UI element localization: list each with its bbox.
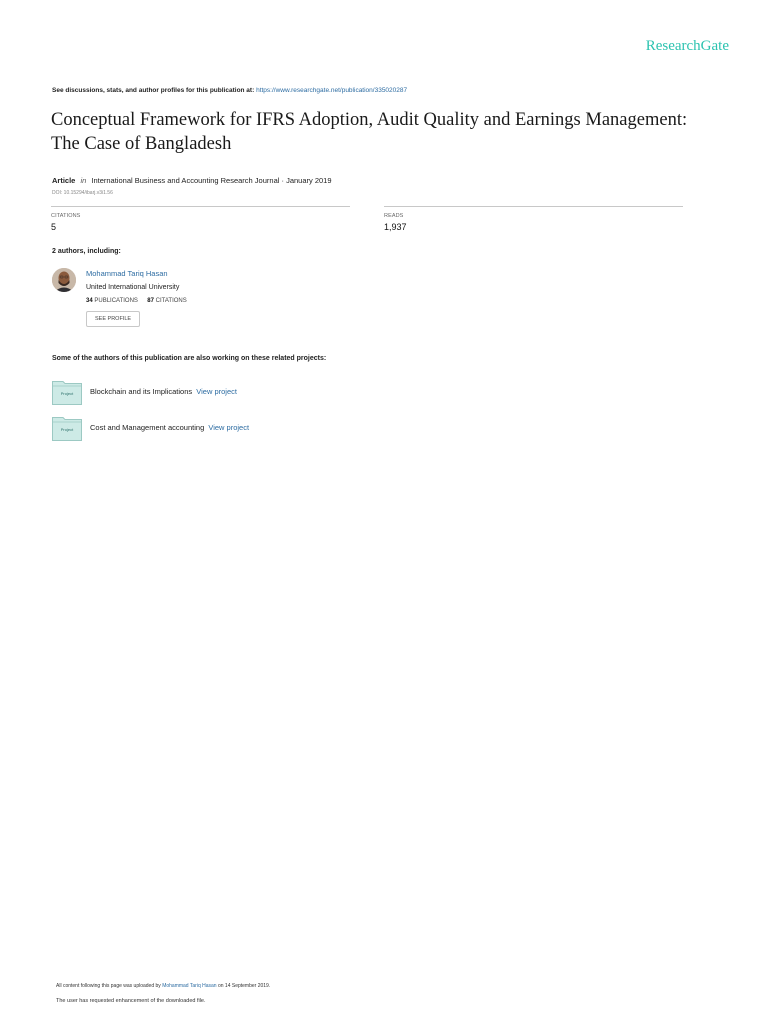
- folder-icon[interactable]: [52, 415, 82, 441]
- citations-value: 5: [51, 222, 57, 232]
- reads-label: READS: [384, 213, 404, 219]
- publication-title: Conceptual Framework for IFRS Adoption, Audit Quality and Earnings Management: The Case of Bangladesh: [51, 110, 688, 154]
- project-text: [90, 423, 249, 432]
- publication-in-word: in: [80, 176, 87, 185]
- discussion-line: [52, 87, 407, 94]
- publication-url-link[interactable]: https://www.researchgate.net/publication/335020287: [256, 87, 408, 94]
- author-citations-label: CITATIONS: [155, 298, 187, 304]
- publication-meta: [52, 176, 332, 185]
- project-icon-label: Project: [60, 427, 74, 432]
- journal-and-date: International Business and Accounting Research Journal · January 2019: [91, 176, 332, 185]
- upload-note-prefix: All content following this page was uploaded by: [56, 983, 161, 989]
- see-profile-button[interactable]: SEE PROFILE: [86, 311, 140, 327]
- enhancement-note: The user has requested enhancement of the downloaded file.: [56, 998, 206, 1004]
- citations-stat: [51, 206, 350, 232]
- reads-stat: [384, 206, 683, 232]
- upload-note: [56, 983, 270, 989]
- related-projects-heading: Some of the authors of this publication are also working on these related projects:: [52, 355, 327, 362]
- author-institution: United International University: [86, 284, 180, 291]
- author-photo-icon: [52, 268, 76, 292]
- folder-icon[interactable]: [52, 379, 82, 405]
- reads-value: 1,937: [384, 222, 407, 232]
- author-card: [86, 269, 187, 327]
- authors-heading: 2 authors, including:: [52, 248, 121, 255]
- citations-label: CITATIONS: [51, 213, 81, 219]
- view-project-link[interactable]: View project: [196, 387, 237, 396]
- author-publications-count: 34: [86, 298, 93, 304]
- project-text: [90, 387, 237, 396]
- upload-note-suffix: on 14 September 2019.: [217, 983, 271, 989]
- author-name-link[interactable]: Mohammad Tariq Hasan: [86, 269, 168, 278]
- doi: DOI: 10.15294/ibarj.v3i1.56: [52, 190, 113, 196]
- uploader-link[interactable]: Mohammad Tariq Hasan: [162, 983, 217, 989]
- publication-type: Article: [52, 176, 76, 185]
- researchgate-logo[interactable]: ResearchGate: [645, 38, 729, 54]
- project-name: Cost and Management accounting: [90, 423, 205, 432]
- author-publications-label: PUBLICATIONS: [94, 298, 138, 304]
- project-name: Blockchain and its Implications: [90, 387, 193, 396]
- project-icon-label: Project: [60, 391, 74, 396]
- author-stats: [86, 298, 187, 304]
- author-citations-count: 87: [147, 298, 154, 304]
- view-project-link[interactable]: View project: [208, 423, 250, 432]
- discussion-text: See discussions, stats, and author profiles for this publication at:: [52, 87, 255, 94]
- author-avatar[interactable]: [52, 268, 76, 292]
